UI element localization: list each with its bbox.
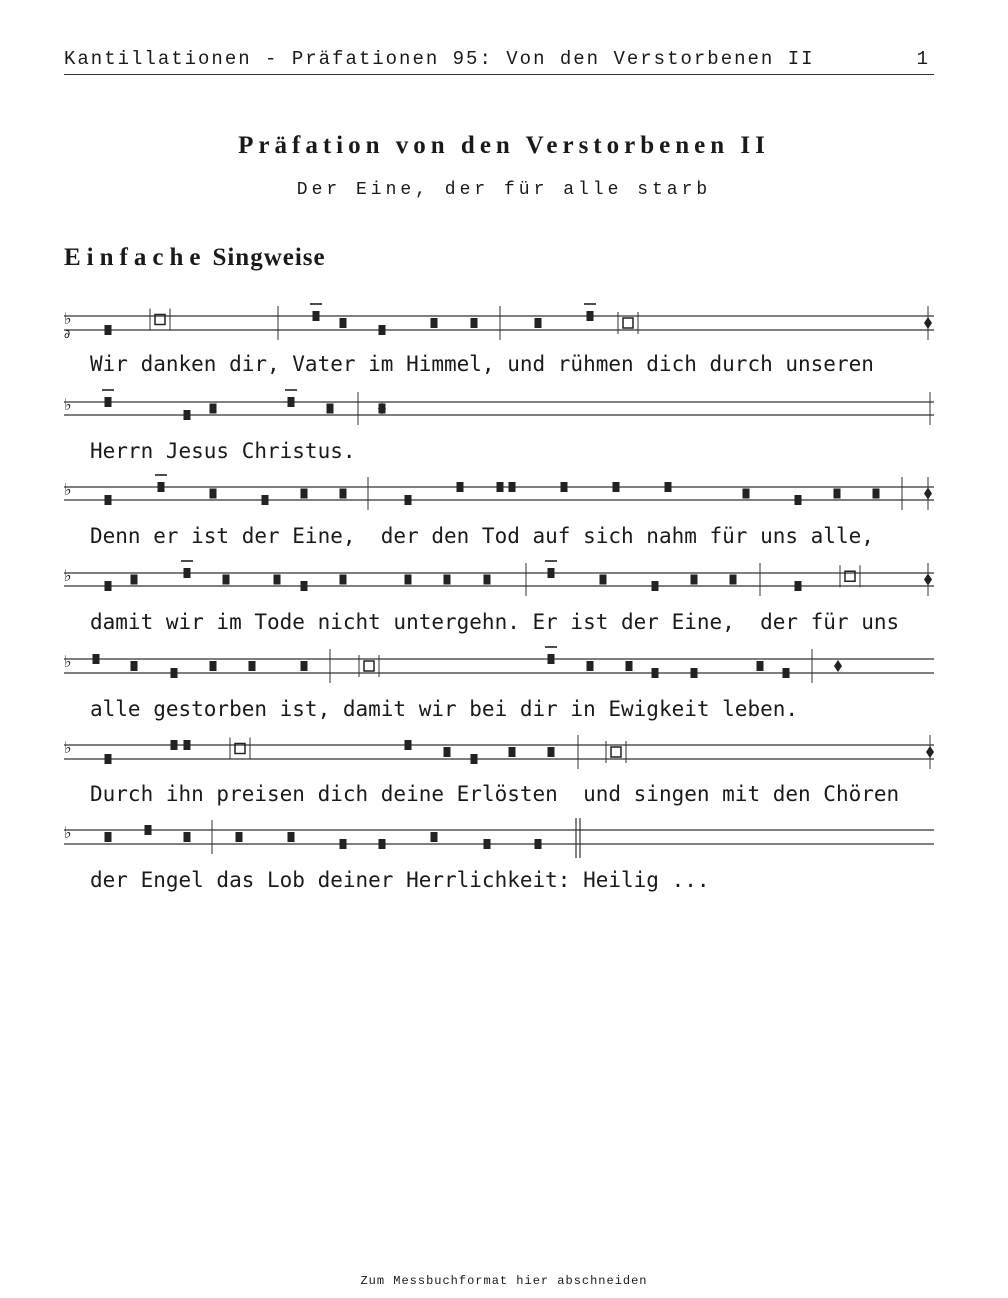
final-note [924,574,932,586]
chant-note [548,654,555,664]
chant-note [145,825,152,835]
chant-note [405,495,412,505]
chant-note [274,575,281,585]
flat-icon: ♭ [64,738,72,757]
chant-note [105,754,112,764]
flat-icon: ♭ [64,652,72,671]
chant-note [587,661,594,671]
chant-note [379,325,386,335]
chant-note [301,581,308,591]
final-note [926,746,934,758]
chant-note [105,397,112,407]
chant-note [249,661,256,671]
section-heading-spaced: Einfache [64,244,207,271]
chant-note [288,832,295,842]
chant-note [171,668,178,678]
final-note [834,660,842,672]
chant-note-hollow [623,318,633,328]
chant-note [405,740,412,750]
chant-note [431,318,438,328]
chant-note [730,575,737,585]
chant-note [743,489,750,499]
flat-icon: ♭ [64,823,72,842]
chant-note [313,311,320,321]
chant-note [405,575,412,585]
chant-note [210,661,217,671]
chant-note [471,318,478,328]
chant-note [535,839,542,849]
chant-note [131,575,138,585]
page-title: Präfation von den Verstorbenen II [238,132,770,159]
chant-note [210,404,217,414]
chant-note [509,482,516,492]
chant-note [509,747,516,757]
flat-icon: ♭ [64,395,72,414]
chant-note [105,832,112,842]
chant-note [379,839,386,849]
chant-note [327,404,334,414]
chant-note [340,489,347,499]
page-number: 1 [916,48,930,70]
section-heading-normal: Singweise [212,244,326,271]
chant-note [184,740,191,750]
chant-note [484,839,491,849]
page-subtitle: Der Eine, der für alle starb [296,180,712,200]
chant-note [444,575,451,585]
chant-note [184,410,191,420]
chant-note [873,489,880,499]
chant-note [262,495,269,505]
flat-icon: ♭ [64,566,72,585]
chant-note [626,661,633,671]
cut-mark-note: Zum Messbuchformat hier abschneiden [360,1274,648,1288]
chant-note [691,668,698,678]
chant-note [158,482,165,492]
chant-note [548,568,555,578]
chant-note-hollow [364,661,374,671]
chant-note [210,489,217,499]
chant-note [613,482,620,492]
chant-note [105,581,112,591]
chant-note [691,575,698,585]
chant-note [301,489,308,499]
running-title: Kantillationen - Präfationen 95: Von den Verstorbenen II [64,48,815,70]
chant-note [471,754,478,764]
clef-icon: ∂ [64,327,71,341]
chant-note [184,568,191,578]
final-note [924,488,932,500]
chant-note [457,482,464,492]
chant-note [236,832,243,842]
chant-note [561,482,568,492]
chant-note [497,482,504,492]
chant-note [600,575,607,585]
chant-note [665,482,672,492]
chant-note [93,654,100,664]
chant-note [535,318,542,328]
lyric-line: der Engel das Lob deiner Herrlichkeit: Heilig ... [90,868,710,892]
chant-note [795,581,802,591]
chant-note [652,668,659,678]
chant-note [340,839,347,849]
flat-icon: ♭ [64,480,72,499]
flat-icon: ♭ [64,309,72,328]
lyric-line: alle gestorben ist, damit wir bei dir in Ewigkeit leben. [90,697,799,721]
chant-note [171,740,178,750]
chant-note [484,575,491,585]
chant-note [105,325,112,335]
chant-note [548,747,555,757]
lyric-line: Durch ihn preisen dich deine Erlösten und singen mit den Chören [90,782,900,806]
chant-note [131,661,138,671]
chant-note [340,575,347,585]
chant-note [444,747,451,757]
lyric-line: Wir danken dir, Vater im Himmel, und rühmen dich durch unseren [90,352,874,376]
chant-note-hollow [611,747,621,757]
lyric-line: damit wir im Tode nicht untergehn. Er ist der Eine, der für uns [90,610,900,634]
chant-note [587,311,594,321]
lyric-line: Herrn Jesus Christus. [90,439,356,463]
chant-note [795,495,802,505]
chant-note [184,832,191,842]
chant-note [301,661,308,671]
chant-note [105,495,112,505]
lyric-line: Denn er ist der Eine, der den Tod auf sich nahm für uns alle, [90,524,874,548]
chant-note [223,575,230,585]
chant-note [652,581,659,591]
chant-note [288,397,295,407]
chant-note [431,832,438,842]
chant-note [834,489,841,499]
chant-note [783,668,790,678]
final-note [924,317,932,329]
chant-note [340,318,347,328]
chant-note [757,661,764,671]
